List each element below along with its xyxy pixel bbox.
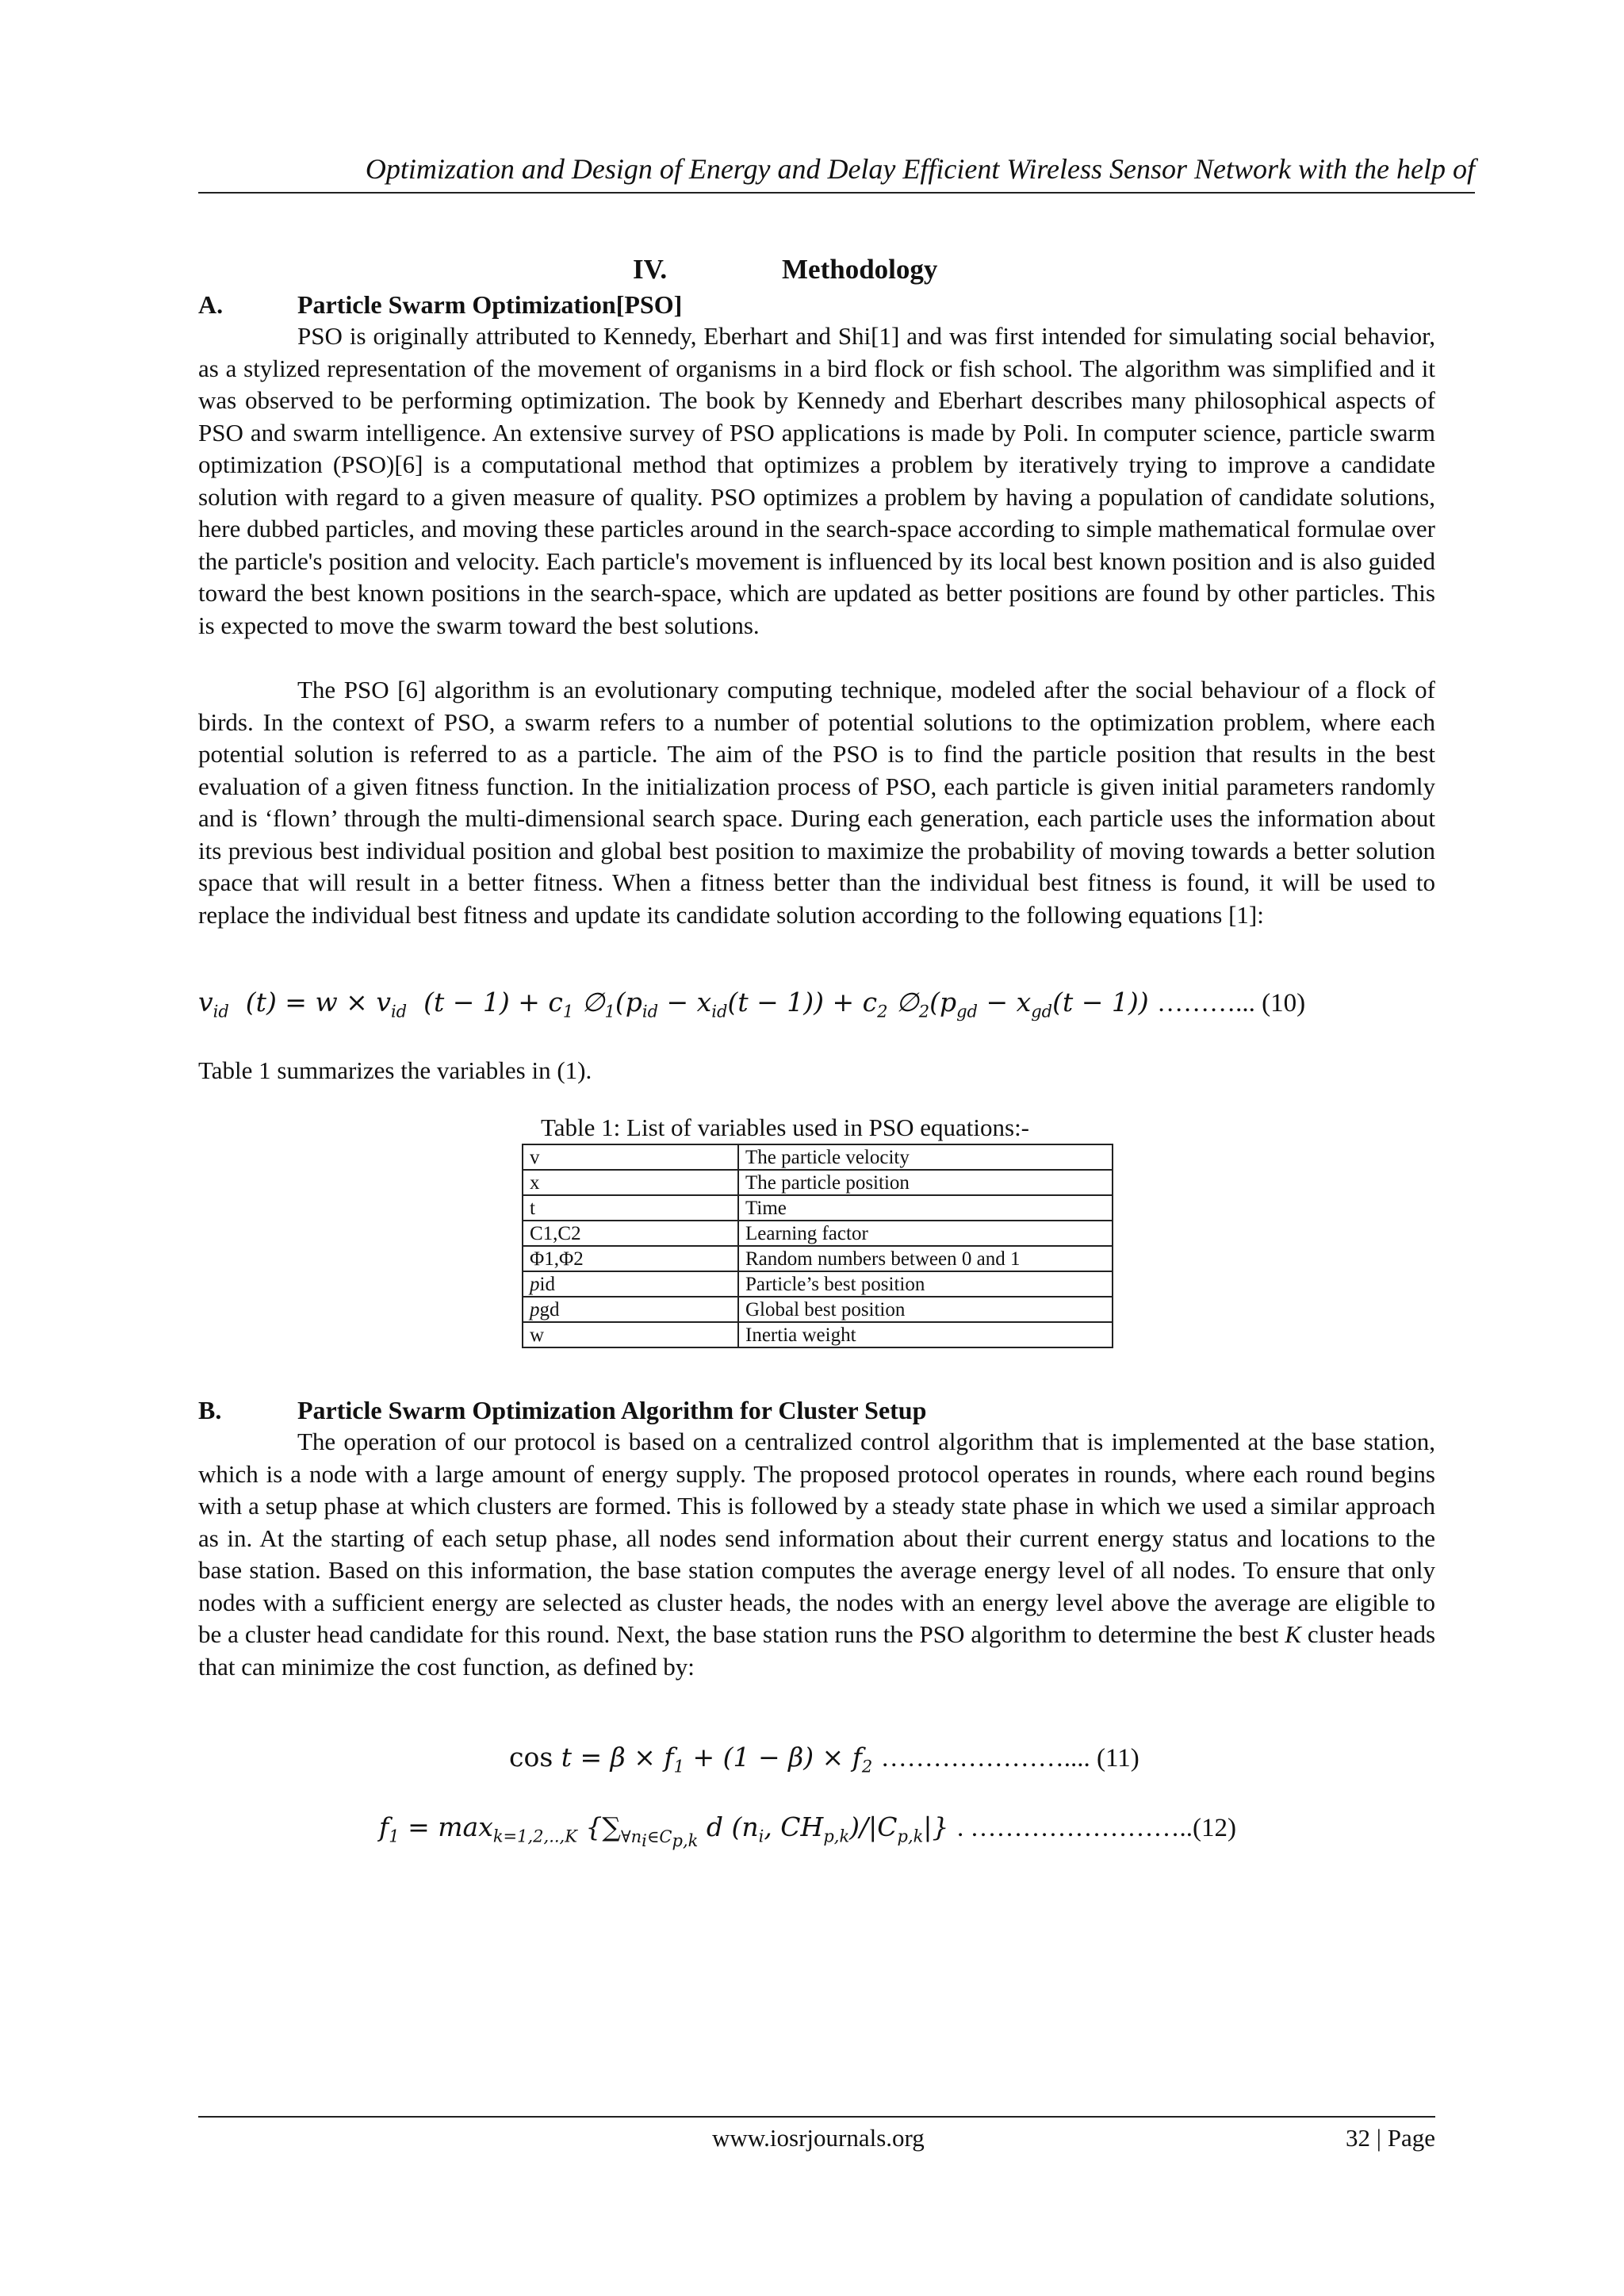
table-cell-variable: C1,C2 <box>523 1221 738 1246</box>
footer-website: www.iosrjournals.org <box>712 2124 925 2152</box>
paragraph-pso-algorithm: The PSO [6] algorithm is an evolutionary computing technique, modeled after the social behaviour of a flock of birds. In the context of PSO, a swarm refers to a number of potential solutions to the optimization problem, where each potential solution is referred to as a particle. The aim of the PSO is to find the particle position that results in the best evaluation of a given fitness function. In the initialization process of PSO, each particle is given initial parameters randomly and is ‘flown’ through the multi-dimensional search space. During each generation, each particle uses the information about its previous best individual position and global best position to maximize the probability of moving towards a better solution space that will result in a better fitness. When a fitness better than the individual best fitness is found, it will be used to replace the individual best fitness and update its candidate solution according to the following equations [1]: <box>198 676 1435 929</box>
section-title: Methodology <box>782 254 938 285</box>
running-header: Optimization and Design of Energy and Delay Efficient Wireless Sensor Network with the help of <box>365 153 1475 185</box>
equation-10-number: ………... (10) <box>1157 989 1306 1018</box>
variables-table <box>522 1144 1113 1348</box>
table-row <box>523 1297 1113 1322</box>
table-cell-variable: w <box>523 1322 738 1347</box>
table-cell-description: Random numbers between 0 and 1 <box>738 1246 1113 1271</box>
subsection-a-label: A. <box>198 290 224 319</box>
table-cell-variable: t <box>523 1195 738 1221</box>
table-cell-description: The particle velocity <box>738 1144 1113 1170</box>
table-cell-variable: pid <box>523 1271 738 1297</box>
table-row <box>523 1144 1113 1170</box>
paragraph-pso-intro: PSO is originally attributed to Kennedy, Eberhart and Shi[1] and was first intended for simulating social behavior, as a stylized representation of the movement of organisms in a bird flock or fish school. The algorithm was simplified and it was observed to be performing optimization. The book by Kennedy and Eberhart describes many philosophical aspects of PSO and swarm intelligence. An extensive survey of PSO applications is made by Poli. In computer science, particle swarm optimization (PSO)[6] is a computational method that optimizes a problem by iteratively trying to improve a candidate solution with regard to a given measure of quality. PSO optimizes a problem by having a population of candidate solutions, here dubbed particles, and moving these particles around in the search-space according to simple mathematical formulae over the particle's position and velocity. Each particle's movement is influenced by its local best known position and is also guided toward the best known positions in the search-space, which are updated as better positions are found by other particles. This is expected to move the swarm toward the best solutions. <box>198 322 1435 639</box>
equation-11-number: ………………….... (11) <box>880 1744 1139 1773</box>
table-row <box>523 1271 1113 1297</box>
subsection-a-title: Particle Swarm Optimization[PSO] <box>297 290 683 319</box>
subsection-b-label: B. <box>198 1396 222 1424</box>
table-cell-variable: pgd <box>523 1297 738 1322</box>
k-variable: K <box>1285 1620 1301 1648</box>
table-cell-description: Inertia weight <box>738 1322 1113 1347</box>
table-row <box>523 1221 1113 1246</box>
header-divider <box>198 192 1475 194</box>
equation-12-number: . ……………………..(12) <box>957 1814 1236 1842</box>
table-cell-variable: x <box>523 1170 738 1195</box>
section-number: IV. <box>633 254 668 285</box>
table-caption: Table 1: List of variables used in PSO equations:- <box>541 1114 1030 1141</box>
equation-11: $\cos t = \beta \times f_1 + (1 - \beta) \times f_2$ ………………….... (11) <box>509 1742 1139 1777</box>
equation-12: $f_1 = \max_{k=1,2,..,K} \{\sum_{\forall n_i\in C_{p,k}}$ d ($n_i$, $CH_{p,k})/|C_{p,k}|$} . ……………………..(12) <box>379 1811 1236 1850</box>
table-cell-variable: v <box>523 1144 738 1170</box>
table-row <box>523 1195 1113 1221</box>
equation-10: $v_{id}$ $(t) = w \times v_{id}$ $(t - 1) + c_1$ $\emptyset_1(p_{id} - x_{id}(t - 1)) + c_2$ $\emptyset_2(p_{gd} - x_{gd}(t - 1))$ ………... (10) <box>198 987 1306 1022</box>
table-row <box>523 1170 1113 1195</box>
table-cell-description: Particle’s best position <box>738 1271 1113 1297</box>
table-cell-description: Time <box>738 1195 1113 1221</box>
table-cell-description: Learning factor <box>738 1221 1113 1246</box>
table-row <box>523 1246 1113 1271</box>
paragraph-cluster-setup: The operation of our protocol is based on a centralized control algorithm that is implemented at the base station, which is a node with a large amount of energy supply. The proposed protocol operates in rounds, where each round begins with a setup phase at which clusters are formed. This is followed by a steady state phase in which we used a similar approach as in. At the starting of each setup phase, all nodes send information about their current energy status and locations to the base station. Based on this information, the base station computes the average energy level of all nodes. To ensure that only nodes with a sufficient energy are selected as cluster heads, the nodes with an energy level above the average are eligible to be a cluster head candidate for this round. Next, the base station runs the PSO algorithm to determine the best K cluster heads that can minimize the cost function, as defined by: <box>198 1428 1436 1681</box>
table-cell-variable: Φ1,Φ2 <box>523 1246 738 1271</box>
footer-page-number: 32 | Page <box>1346 2124 1435 2152</box>
table-summary-text: Table 1 summarizes the variables in (1). <box>198 1056 592 1084</box>
footer-divider <box>198 2116 1435 2118</box>
subsection-b-title: Particle Swarm Optimization Algorithm for Cluster Setup <box>297 1396 927 1424</box>
table-cell-description: Global best position <box>738 1297 1113 1322</box>
table-cell-description: The particle position <box>738 1170 1113 1195</box>
table-row <box>523 1322 1113 1347</box>
